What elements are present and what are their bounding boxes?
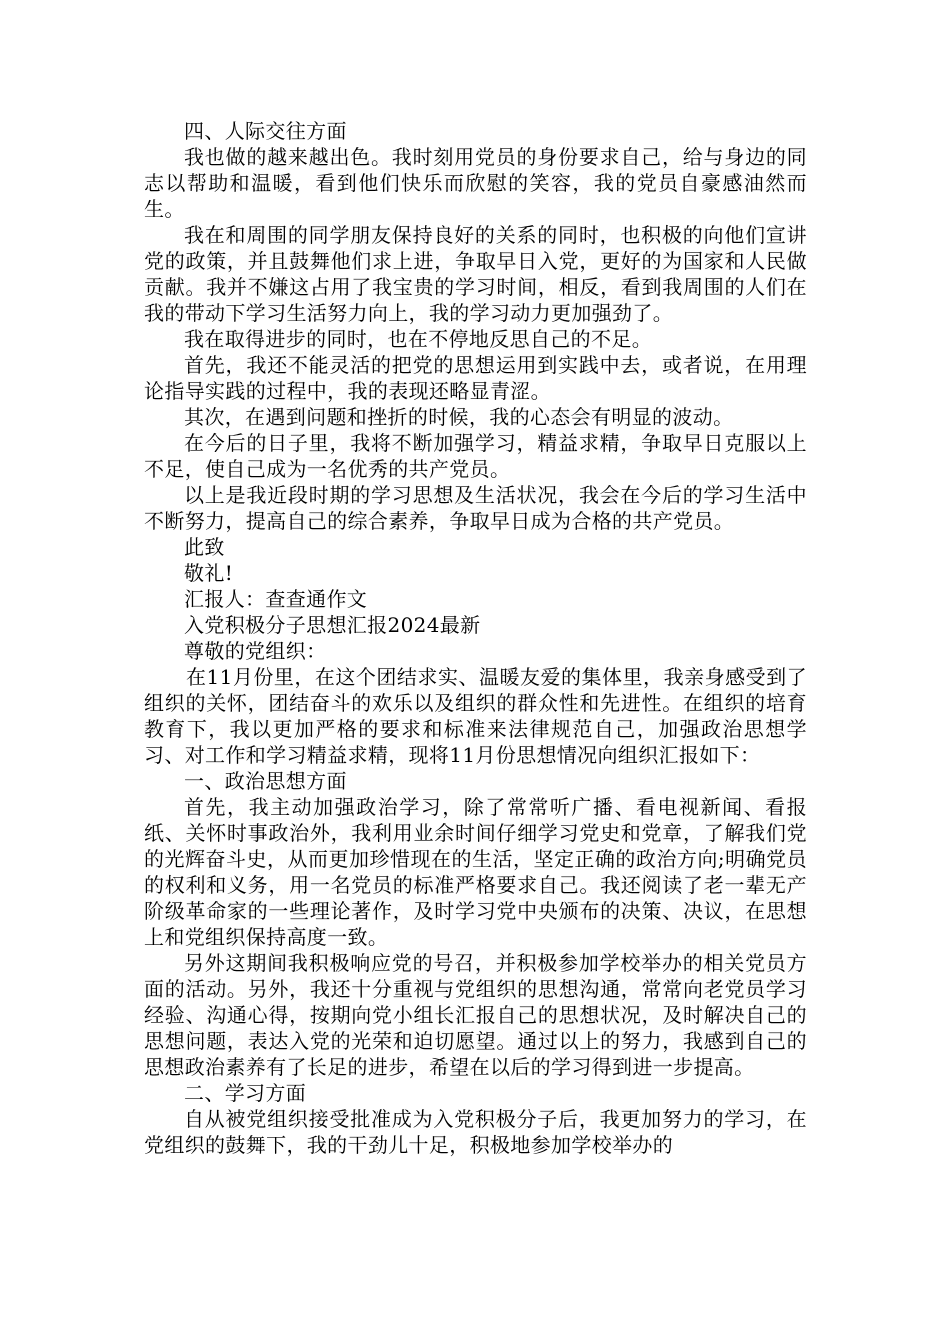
paragraph: 首先，我还不能灵活的把党的思想运用到实践中去，或者说，在用理论指导实践的过程中，我的表现还略显青涩。 — [144, 353, 807, 403]
section-heading-political: 一、政治思想方面 — [184, 769, 347, 793]
section-heading-study: 二、学习方面 — [184, 1081, 307, 1105]
paragraph: 我在取得进步的同时，也在不停地反思自己的不足。 — [184, 327, 653, 351]
salutation: 敬礼! — [184, 561, 234, 585]
paragraph: 首先，我主动加强政治学习，除了常常听广播、看电视新闻、看报纸、关怀时事政治外，我利用业余时间仔细学习党史和党章，了解我们党的光辉奋斗史，从而更加珍惜现在的生活，坚定正确的政治方向;明确党员的权利和义务，用一名党员的标准严格要求自己。我还阅读了老一辈无产阶级革命家的一些理论著作，及时学习党中央颁布的决策、决议，在思想上和党组织保持高度一致。 — [144, 795, 807, 949]
paragraph: 在11月份里，在这个团结求实、温暖友爱的集体里，我亲身感受到了组织的关怀，团结奋斗的欢乐以及组织的群众性和先进性。在组织的培育教育下，我以更加严格的要求和标准来法律规范自己，加强政治思想学习、对工作和学习精益求精，现将11月份思想情况向组织汇报如下： — [144, 665, 807, 767]
paragraph: 自从被党组织接受批准成为入党积极分子后，我更加努力的学习，在党组织的鼓舞下，我的干劲儿十足，积极地参加学校举办的 — [144, 1107, 807, 1157]
paragraph: 另外这期间我积极响应党的号召，并积极参加学校举办的相关党员方面的活动。另外，我还十分重视与党组织的思想沟通，常常向老党员学习经验、沟通心得，按期向党小组长汇报自己的思想状况，及时解决自己的思想问题，表达入党的光荣和迫切愿望。通过以上的努力，我感到自己的思想政治素养有了长足的进步，希望在以后的学习得到进一步提高。 — [144, 951, 807, 1079]
paragraph: 以上是我近段时期的学习思想及生活状况，我会在今后的学习生活中不断努力，提高自己的综合素养，争取早日成为合格的共产党员。 — [144, 483, 807, 533]
paragraph: 我也做的越来越出色。我时刻用党员的身份要求自己，给与身边的同志以帮助和温暖，看到他们快乐而欣慰的笑容，我的党员自豪感油然而生。 — [144, 145, 807, 221]
paragraph: 在今后的日子里，我将不断加强学习，精益求精，争取早日克服以上不足，使自己成为一名优秀的共产党员。 — [144, 431, 807, 481]
paragraph: 我在和周围的同学朋友保持良好的关系的同时，也积极的向他们宣讲党的政策，并且鼓舞他们求上进，争取早日入党，更好的为国家和人民做贡献。我并不嫌这占用了我宝贵的学习时间，相反，看到我周围的人们在我的带动下学习生活努力向上，我的学习动力更加强劲了。 — [144, 223, 807, 325]
greeting: 尊敬的党组织： — [184, 639, 327, 663]
paragraph: 其次，在遇到问题和挫折的时候，我的心态会有明显的波动。 — [184, 405, 734, 429]
section-heading-interpersonal: 四、人际交往方面 — [184, 119, 347, 143]
document-page — [144, 118, 807, 1158]
closing-line: 此致 — [184, 535, 225, 559]
document-title: 入党积极分子思想汇报2024最新 — [184, 613, 481, 637]
reporter-line: 汇报人：查查通作文 — [184, 587, 368, 611]
